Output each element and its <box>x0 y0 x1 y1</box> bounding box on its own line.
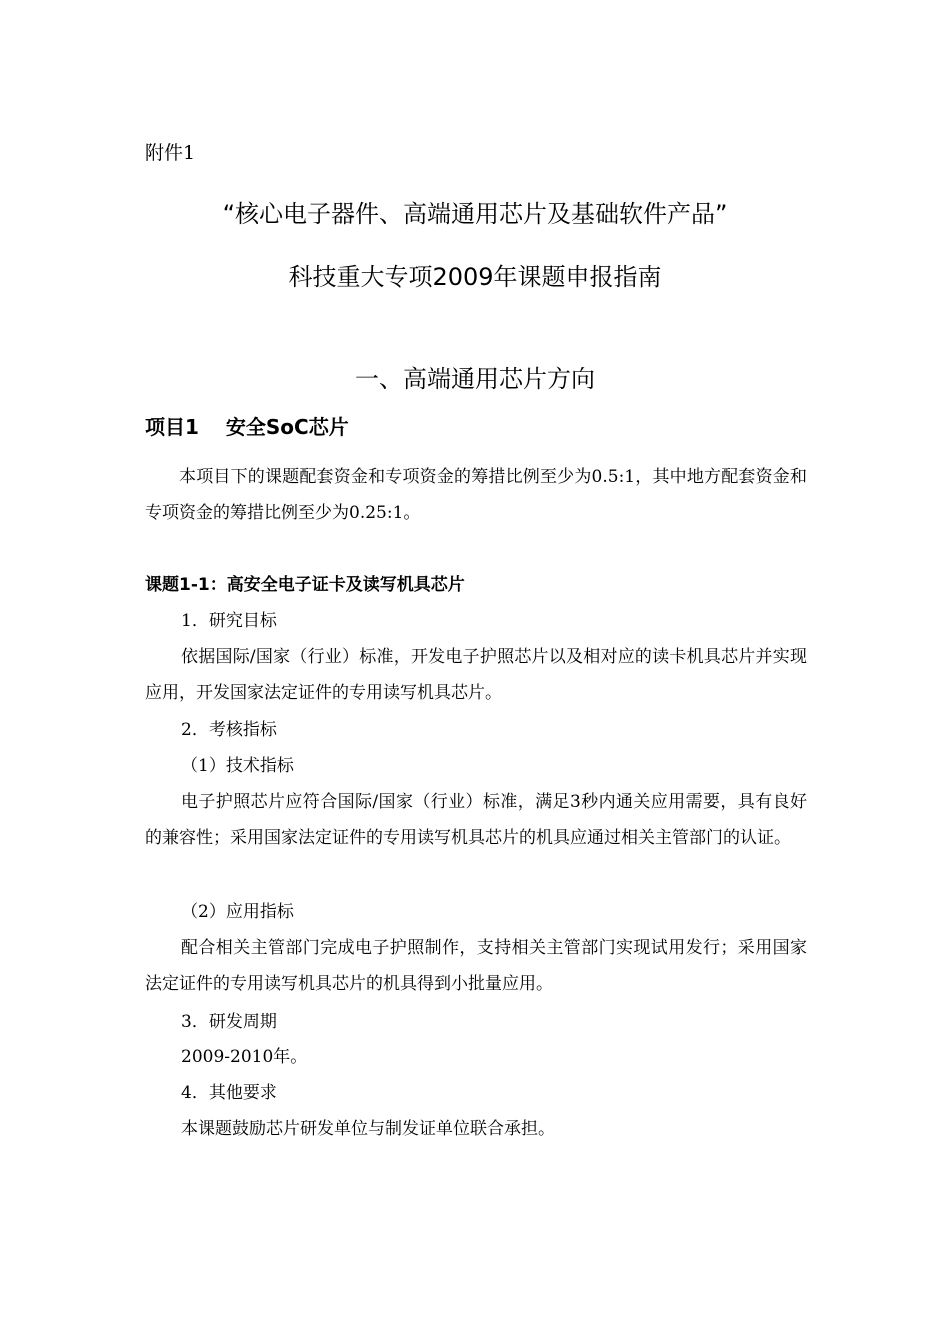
other-label: 4．其他要求 <box>181 1083 277 1103</box>
research-goal-text: 依据国际/国家（行业）标准，开发电子护照芯片以及相对应的读卡机具芯片并实现应用，开发国家法定证件的专用读写机具芯片。 <box>145 647 807 703</box>
document-title-line-1: “核心电子器件、高端通用芯片及基础软件产品” <box>222 200 728 228</box>
other-text: 本课题鼓励芯片研发单位与制发证单位联合承担。 <box>181 1119 555 1139</box>
tech-indicator-text: 电子护照芯片应符合国际/国家（行业）标准，满足3秒内通关应用需要，具有良好的兼容性；采用国家法定证件的专用读写机具芯片的机具应通过相关主管部门的认证。 <box>145 792 807 848</box>
app-indicator-text: 配合相关主管部门完成电子护照制作，支持相关主管部门实现试用发行；采用国家法定证件的专用读写机具芯片的机具得到小批量应用。 <box>145 938 807 994</box>
project-heading: 项目1 安全SoC芯片 <box>145 415 349 439</box>
assessment-label: 2．考核指标 <box>181 720 277 740</box>
app-indicator-label: （2）应用指标 <box>181 902 294 922</box>
period-text: 2009-2010年。 <box>181 1047 308 1067</box>
section-heading: 一、高端通用芯片方向 <box>355 365 595 393</box>
document-title-line-2: 科技重大专项2009年课题申报指南 <box>288 263 662 291</box>
period-label: 3．研发周期 <box>181 1012 277 1032</box>
intro-paragraph: 本项目下的课题配套资金和专项资金的筹措比例至少为0.5:1，其中地方配套资金和专项资金的筹措比例至少为0.25:1。 <box>145 467 807 523</box>
research-goal-label: 1．研究目标 <box>181 611 277 631</box>
attachment-label: 附件1 <box>145 142 196 164</box>
tech-indicator-label: （1）技术指标 <box>181 756 294 776</box>
topic-heading: 课题1-1：高安全电子证卡及读写机具芯片 <box>145 575 465 595</box>
